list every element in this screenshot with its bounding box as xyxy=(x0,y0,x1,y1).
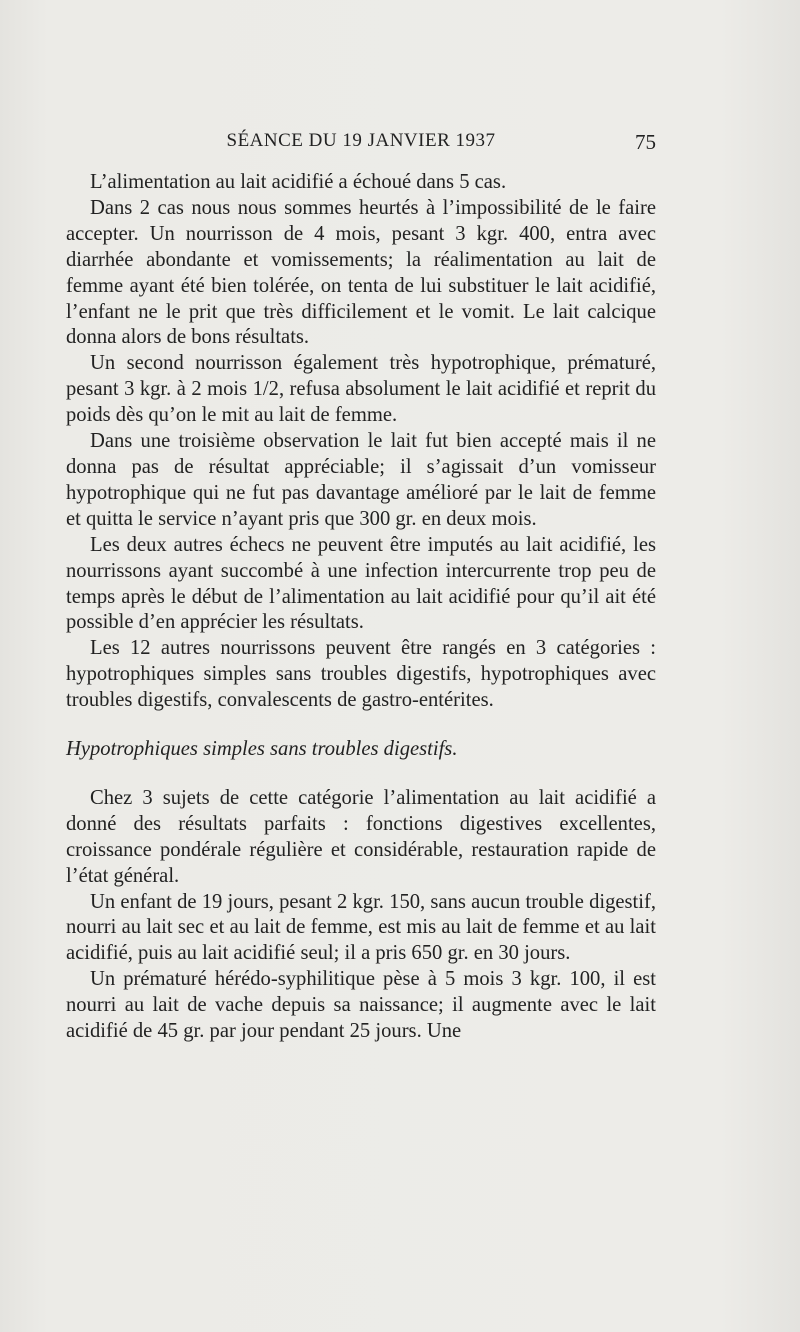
paragraph: Dans 2 cas nous nous sommes heurtés à l’impossibilité de le faire accepter. Un nourrisson de 4 mois, pesant 3 kgr. 400, entra avec diarrhée abondante et vomissements; la réalimentation au lait de femme ayant été bien tolérée, on tenta de lui substituer le lait acidifié, l’enfant ne le prit que très difficilement et le vomit. Le lait calcique donna alors de bons résultats. xyxy=(66,196,656,349)
page-number: 75 xyxy=(635,130,656,154)
section-heading: Hypotrophiques simples sans troubles digestifs. xyxy=(66,738,458,761)
body-text xyxy=(66,170,656,1045)
running-header xyxy=(66,130,656,160)
paragraph: Un prématuré hérédo-syphilitique pèse à 5 mois 3 kgr. 100, il est nourri au lait de vache depuis sa naissance; il augmente avec le lait acidifié de 45 gr. par jour pendant 25 jours. Une xyxy=(66,968,656,1043)
paragraph: Les 12 autres nourrissons peuvent être rangés en 3 catégories : hypotrophiques simples sans troubles digestifs, hypotrophiques avec troubles digestifs, convalescents de gastro-entérites. xyxy=(66,637,656,712)
paragraph: Un second nourrisson également très hypotrophique, prématuré, pesant 3 kgr. à 2 mois 1/2, refusa absolument le lait acidifié et reprit du poids dès qu’on le mit au lait de femme. xyxy=(66,352,656,427)
paragraph: Les deux autres échecs ne peuvent être imputés au lait acidifié, les nourrissons ayant succombé à une infection intercurrente trop peu de temps après le début de l’alimentation au lait acidifié pour qu’il ait été possible d’en apprécier les résultats. xyxy=(66,533,656,634)
paragraph: Dans une troisième observation le lait fut bien accepté mais il ne donna pas de résultat appréciable; il s’agissait d’un vomisseur hypotrophique qui ne fut pas davantage amélioré par le lait de femme et quitta le service n’ayant pris que 300 gr. en deux mois. xyxy=(66,430,656,530)
paragraph: L’alimentation au lait acidifié a échoué dans 5 cas. xyxy=(90,171,507,193)
paragraph: Chez 3 sujets de cette catégorie l’alimentation au lait acidifié a donné des résultats parfaits : fonctions digestives excellentes, croissance pondérale régulière et considérable, restauration rapide de l’état général. xyxy=(66,786,656,887)
running-title: SÉANCE DU 19 JANVIER 1937 xyxy=(226,130,496,151)
paragraph: Un enfant de 19 jours, pesant 2 kgr. 150, sans aucun trouble digestif, nourri au lait sec et au lait de femme, est mis au lait de femme et au lait acidifié, puis au lait acidifié seul; il a pris 650 gr. en 30 jours. xyxy=(66,890,656,965)
